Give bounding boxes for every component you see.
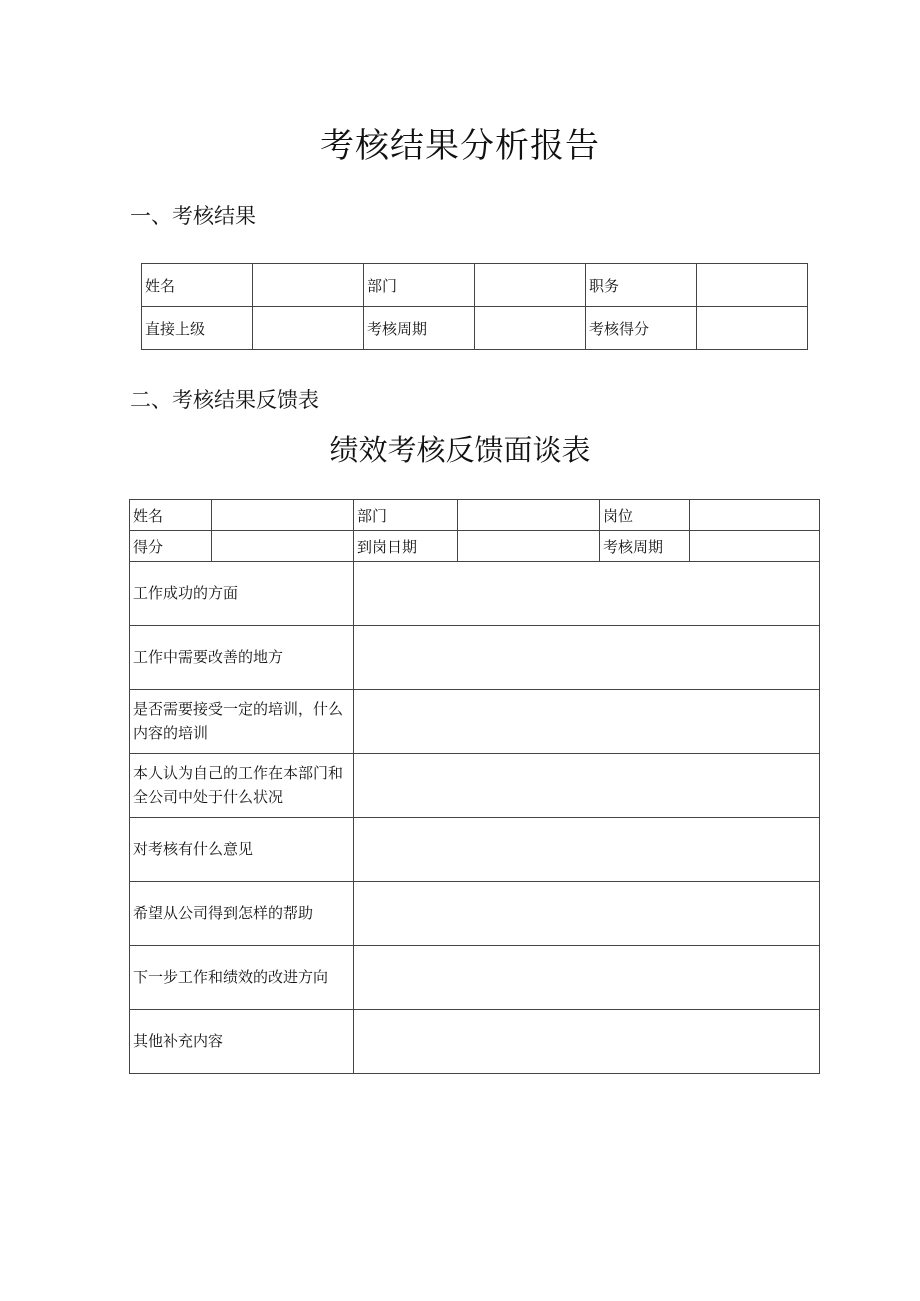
answer-cell[interactable] <box>354 1010 820 1074</box>
question-label: 下一步工作和绩效的改进方向 <box>130 946 354 1010</box>
table-row <box>142 264 808 307</box>
label-score: 得分 <box>130 531 212 562</box>
value-supervisor[interactable] <box>253 307 364 350</box>
table-row <box>142 307 808 350</box>
section-heading-results: 一、考核结果 <box>130 204 256 228</box>
value-department[interactable] <box>475 264 586 307</box>
value-start-date[interactable] <box>458 531 600 562</box>
results-table <box>141 263 808 350</box>
label-start-date: 到岗日期 <box>354 531 458 562</box>
question-label: 其他补充内容 <box>130 1010 354 1074</box>
table-row <box>130 946 820 1010</box>
value-review-period[interactable] <box>475 307 586 350</box>
answer-cell[interactable] <box>354 882 820 946</box>
label-position: 职务 <box>586 264 697 307</box>
table-row <box>130 882 820 946</box>
answer-cell[interactable] <box>354 818 820 882</box>
value-review-score[interactable] <box>697 307 808 350</box>
value-department[interactable] <box>458 500 600 531</box>
question-label: 工作成功的方面 <box>130 562 354 626</box>
table-row <box>130 562 820 626</box>
question-label: 本人认为自己的工作在本部门和全公司中处于什么状况 <box>130 754 354 818</box>
value-score[interactable] <box>212 531 354 562</box>
table-row <box>130 531 820 562</box>
value-name[interactable] <box>212 500 354 531</box>
question-label: 是否需要接受一定的培训，什么内容的培训 <box>130 690 354 754</box>
table-row <box>130 626 820 690</box>
value-post[interactable] <box>690 500 820 531</box>
label-name: 姓名 <box>130 500 212 531</box>
table-row <box>130 754 820 818</box>
answer-cell[interactable] <box>354 562 820 626</box>
answer-cell[interactable] <box>354 690 820 754</box>
form-title: 绩效考核反馈面谈表 <box>329 433 591 467</box>
label-supervisor: 直接上级 <box>142 307 253 350</box>
table-row <box>130 818 820 882</box>
label-department: 部门 <box>354 500 458 531</box>
label-name: 姓名 <box>142 264 253 307</box>
label-department: 部门 <box>364 264 475 307</box>
answer-cell[interactable] <box>354 754 820 818</box>
label-review-score: 考核得分 <box>586 307 697 350</box>
table-row <box>130 500 820 531</box>
value-name[interactable] <box>253 264 364 307</box>
question-label: 对考核有什么意见 <box>130 818 354 882</box>
feedback-table <box>129 499 820 1074</box>
value-review-period[interactable] <box>690 531 820 562</box>
question-label: 希望从公司得到怎样的帮助 <box>130 882 354 946</box>
label-review-period: 考核周期 <box>600 531 690 562</box>
label-post: 岗位 <box>600 500 690 531</box>
answer-cell[interactable] <box>354 626 820 690</box>
table-row <box>130 690 820 754</box>
section-heading-feedback: 二、考核结果反馈表 <box>130 388 319 412</box>
question-label: 工作中需要改善的地方 <box>130 626 354 690</box>
value-position[interactable] <box>697 264 808 307</box>
table-row <box>130 1010 820 1074</box>
label-review-period: 考核周期 <box>364 307 475 350</box>
page-title: 考核结果分析报告 <box>320 126 600 166</box>
answer-cell[interactable] <box>354 946 820 1010</box>
